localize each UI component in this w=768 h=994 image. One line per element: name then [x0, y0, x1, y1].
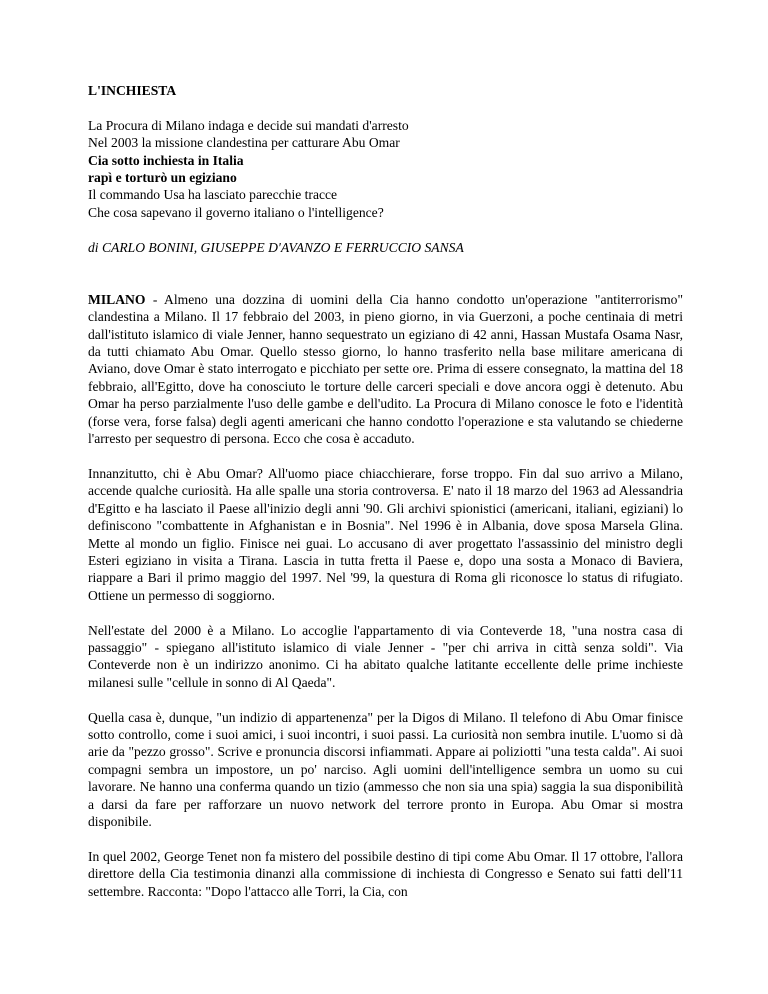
headline-line: Il commando Usa ha lasciato parecchie tracce [88, 187, 338, 203]
headline-block [88, 117, 683, 221]
main-headline-line: rapì e torturò un egiziano [88, 170, 237, 186]
headline-line: Che cosa sapevano il governo italiano o l'intelligence? [88, 204, 384, 220]
main-headline-line: Cia sotto inchiesta in Italia [88, 152, 244, 168]
section-label: L'INCHIESTA [88, 83, 177, 98]
body-paragraph: Quella casa è, dunque, "un indizio di appartenenza" per la Digos di Milano. Il telefono di Abu Omar finisce sotto controllo, come i suoi amici, i suoi incontri, i suoi passi. La curiosità non sembra inutile. L'uomo si dà arie da "pezzo grosso". Scrive e pronuncia discorsi infiammati. Appare ai poliziotti "una testa calda". Ai suoi compagni sembra un impostore, un po' narciso. Agli uomini dell'intelligence sembra un uomo su cui lavorare. Ne hanno una conferma quando un tizio (ammesso che non sia una spia) saggia la sua disponibilità a darsi da fare per rafforzare un nuovo network del terrore pronto in Europa. Abu Omar si mostra disponibile. [88, 709, 683, 829]
body-paragraph: Nell'estate del 2000 è a Milano. Lo accoglie l'appartamento di via Conteverde 18, "una nostra casa di passaggio" - spiegano all'istituto islamico di viale Jenner - "per chi arriva in città senza soldi". Via Conteverde non è un indirizzo anonimo. Ci ha abitato qualche latitante eccellente delle prime inchieste milanesi sulle "cellule in sonno di Al Qaeda". [88, 622, 683, 690]
headline-line: Nel 2003 la missione clandestina per catturare Abu Omar [88, 135, 400, 151]
body-paragraph [88, 291, 683, 448]
body-paragraph: Innanzitutto, chi è Abu Omar? All'uomo piace chiacchierare, forse troppo. Fin dal suo arrivo a Milano, accende qualche curiosità. Ha alle spalle una storia controversa. E' nato il 18 marzo del 1963 ad Alessandria d'Egitto e ha lasciato il Paese all'inizio degli anni '90. Gli archivi spionistici (americani, italiani, egiziani) lo definiscono "combattente in Afghanistan e in Bosnia". Nel 1996 è in Albania, dove sposa Marsela Glina. Mette al mondo un figlio. Finisce nei guai. Lo accusano di aver progettato l'assassinio del ministro degli Esteri egiziano in visita a Tirana. Lascia in tutta fretta il Paese e, dopo una sosta a Monaco di Baviera, riappare a Bari il primo maggio del 1997. Nel '99, la questura di Roma gli riconosce lo status di rifugiato. Ottiene un permesso di soggiorno. [88, 465, 683, 603]
dateline: MILANO [88, 291, 146, 307]
article-page [88, 82, 683, 917]
headline-line: La Procura di Milano indaga e decide sui mandati d'arresto [88, 117, 409, 133]
byline: di CARLO BONINI, GIUSEPPE D'AVANZO E FERRUCCIO SANSA [88, 239, 464, 255]
paragraph-text: - Almeno una dozzina di uomini della Cia hanno condotto un'operazione "antiterrorismo" clandestina a Milano. Il 17 febbraio del 2003, in pieno giorno, in via Guerzoni, a poche centinaia di metri dall'istituto islamico di viale Jenner, hanno sequestrato un egiziano di 42 anni, Hassan Mustafa Osama Nasr, da tutti chiamato Abu Omar. Quello stesso giorno, lo hanno trasferito nella base militare americana di Aviano, dove Omar è stato interrogato e picchiato per sette ore. Prima di essere consegnato, la mattina del 18 febbraio, all'Egitto, dove ha conosciuto le torture delle carceri speciali e dove ancora oggi è detenuto. Abu Omar ha perso parzialmente l'uso delle gambe e dell'udito. La Procura di Milano conosce le foto e l'identità (forse vera, forse falsa) degli agenti americani che hanno condotto l'operazione e sta valutando se chiederne l'arresto per sequestro di persona. Ecco che cosa è accaduto. [88, 291, 683, 447]
body-paragraph: In quel 2002, George Tenet non fa mistero del possibile destino di tipi come Abu Omar. Il 17 ottobre, l'allora direttore della Cia testimonia dinanzi alla commissione di inchiesta di Congresso e Senato sui fatti dell'11 settembre. Racconta: "Dopo l'attacco alle Torri, la Cia, con [88, 848, 683, 899]
